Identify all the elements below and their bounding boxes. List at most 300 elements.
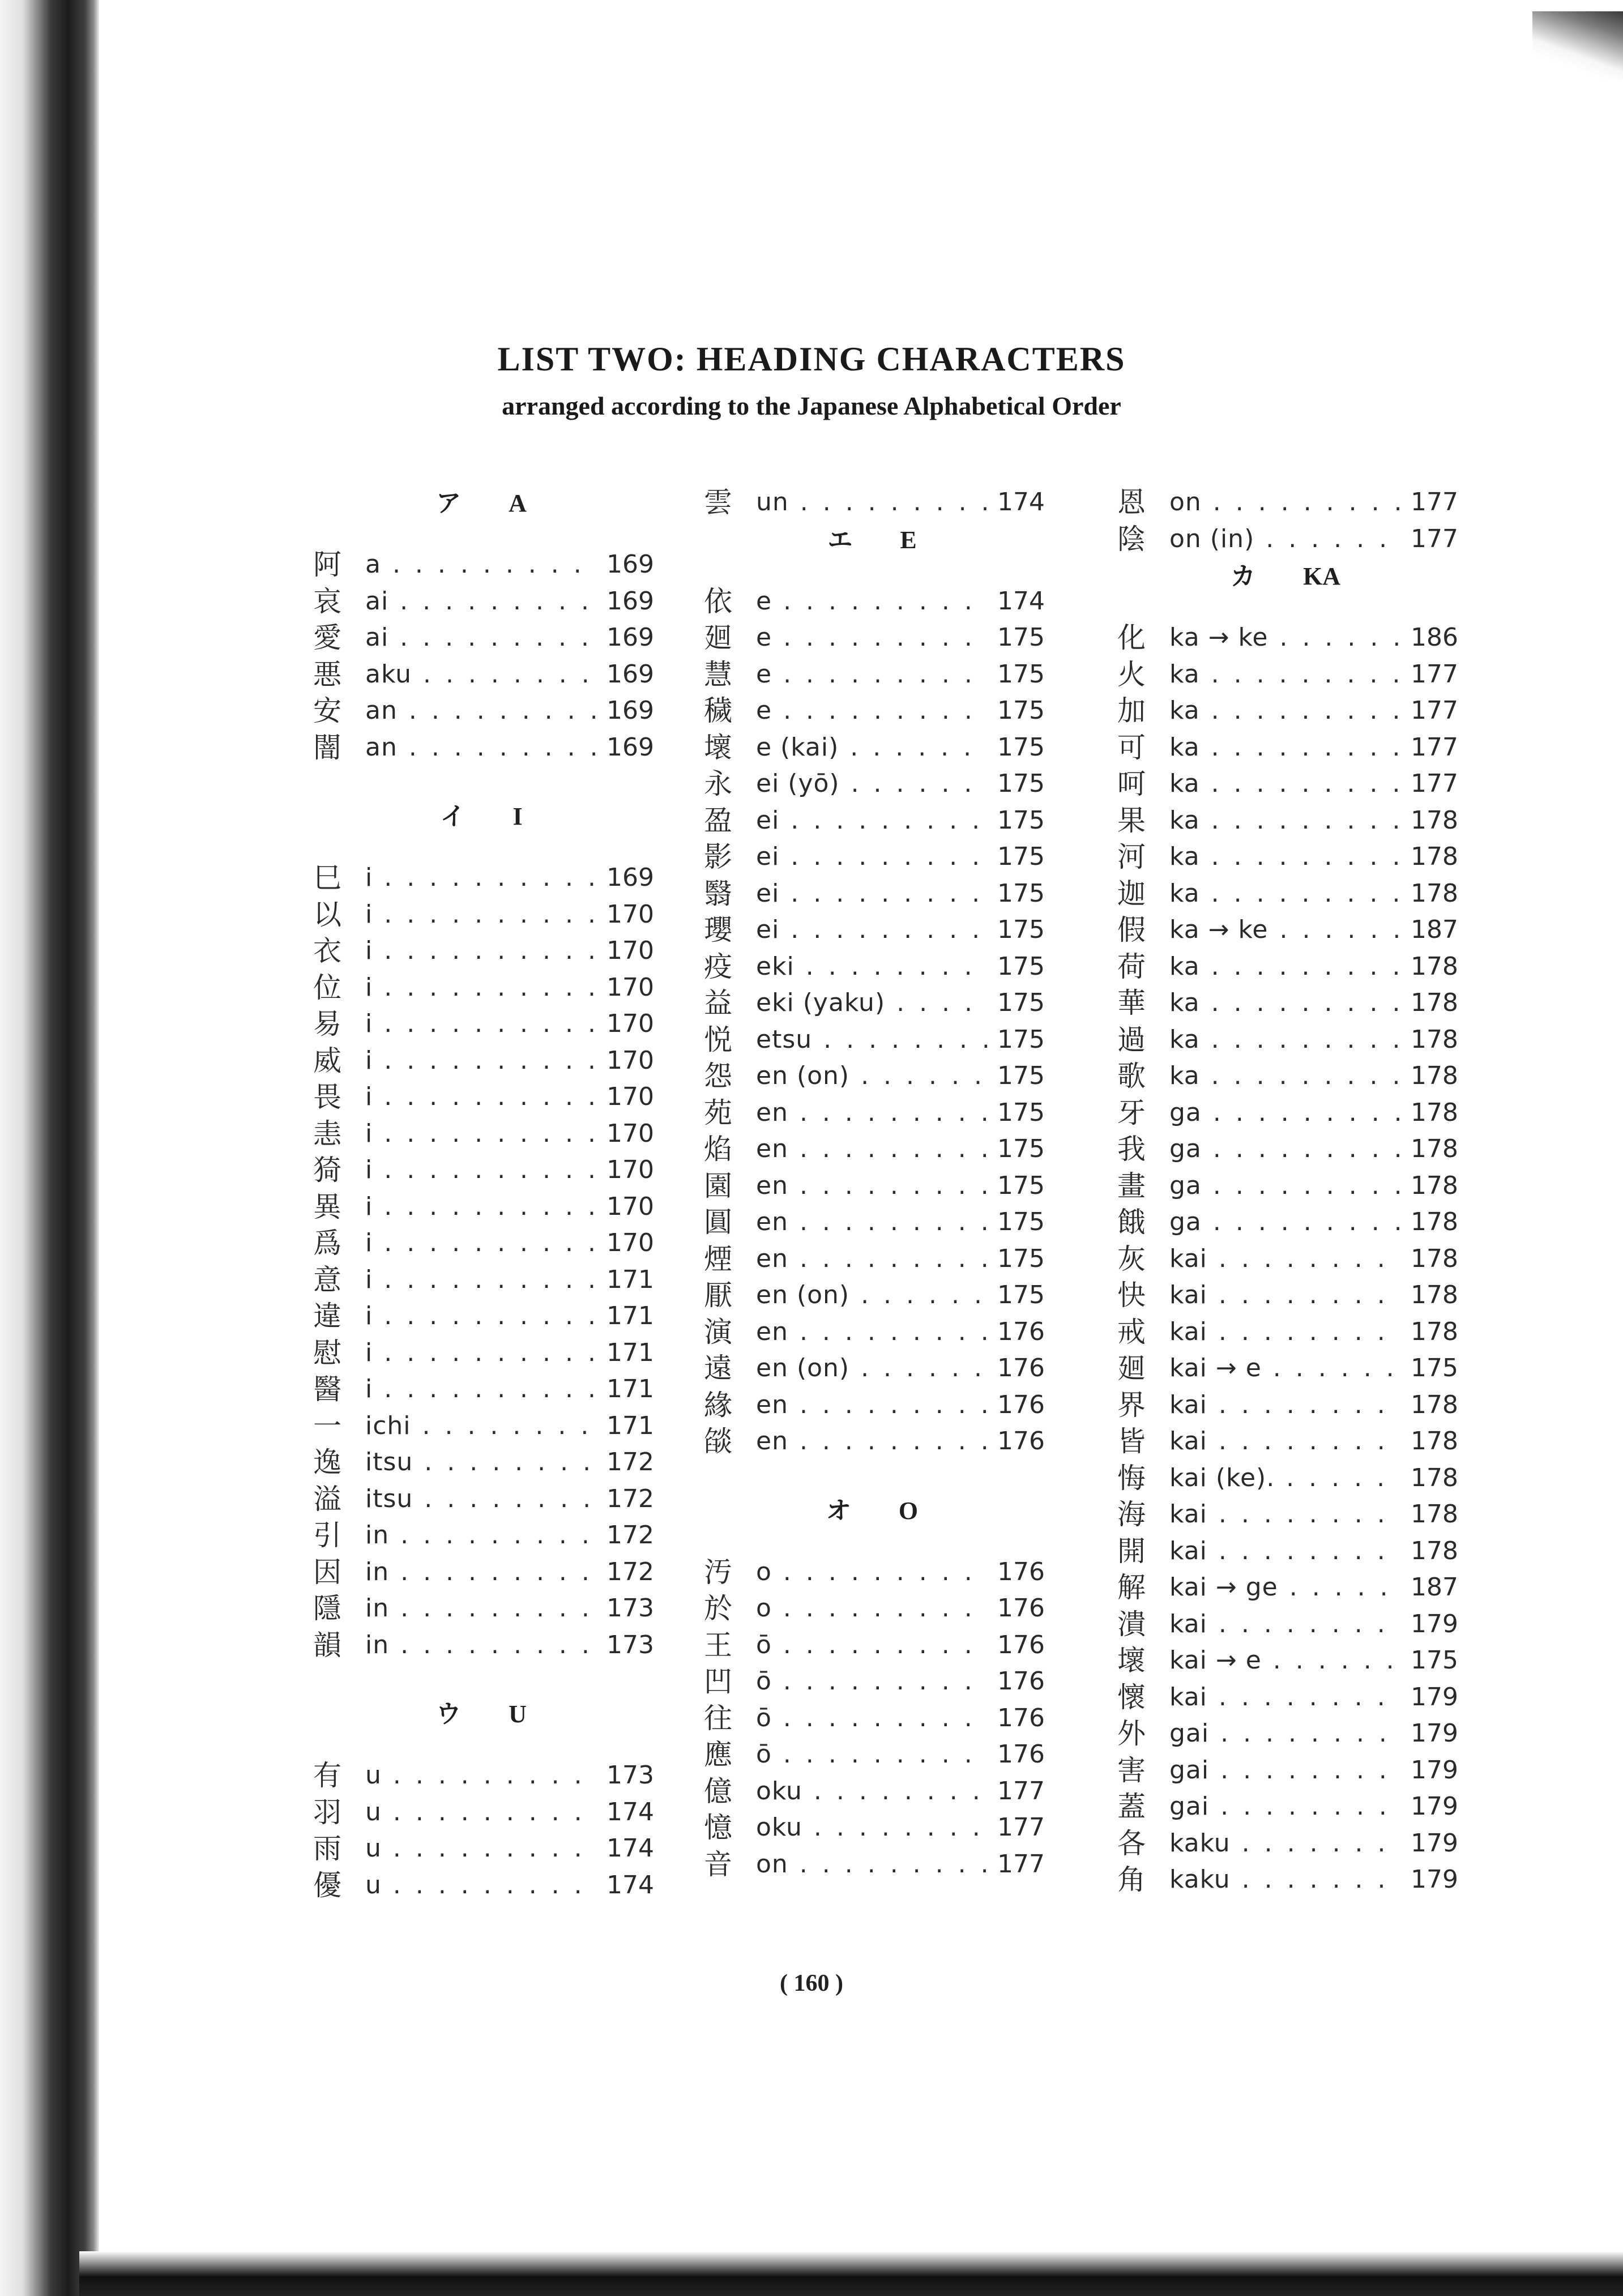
entry-character: 迦 xyxy=(1117,877,1146,910)
entry-character: 過 xyxy=(1117,1023,1146,1056)
index-entry xyxy=(699,620,1118,656)
index-entry xyxy=(1113,1423,1532,1460)
entry-page-number: 169 xyxy=(597,656,654,693)
entry-character: 穢 xyxy=(704,694,732,727)
section-heading xyxy=(309,1698,728,1730)
entry-character: 雲 xyxy=(704,486,732,519)
entry-page-number: 175 xyxy=(988,693,1045,729)
entry-page-number: 179 xyxy=(1402,1789,1458,1825)
entry-page-number: 175 xyxy=(988,1277,1045,1314)
entry-character: 呵 xyxy=(1117,767,1146,800)
entry-character: 於 xyxy=(704,1592,732,1625)
index-entry xyxy=(309,1867,728,1904)
entry-page-number: 176 xyxy=(988,1387,1045,1424)
entry-reading: in . . . xyxy=(365,1554,597,1591)
entry-reading: e (kai) . . . xyxy=(756,729,988,766)
entry-character: 巳 xyxy=(313,861,341,894)
entry-page-number: 176 xyxy=(988,1700,1045,1737)
entry-character: 餓 xyxy=(1117,1206,1146,1239)
index-column-1 xyxy=(309,484,728,1904)
entry-reading: en . . . xyxy=(756,1095,988,1132)
entry-character: 凹 xyxy=(704,1665,732,1698)
entry-reading: ei (yō) . . . xyxy=(756,766,988,803)
entry-page-number: 175 xyxy=(988,620,1045,656)
index-entry xyxy=(1113,1241,1532,1278)
index-entry xyxy=(1113,521,1532,558)
entry-reading: kai . . . xyxy=(1169,1387,1402,1424)
entry-character: 億 xyxy=(704,1774,732,1808)
entry-page-number: 178 xyxy=(1402,1131,1458,1168)
entry-page-number: 177 xyxy=(1402,521,1458,558)
page-bottom-edge xyxy=(79,2251,1623,2296)
entry-reading: i . . . xyxy=(365,933,597,970)
entry-page-number: 174 xyxy=(988,484,1045,521)
entry-reading: en . . . xyxy=(756,1387,988,1424)
index-entry xyxy=(699,1022,1118,1059)
entry-page-number: 170 xyxy=(597,933,654,970)
index-entry xyxy=(309,1444,728,1481)
entry-reading: i . . . xyxy=(365,1006,597,1043)
entry-character: 雨 xyxy=(313,1832,341,1865)
entry-character: 畏 xyxy=(313,1081,341,1113)
entry-character: 加 xyxy=(1117,694,1146,727)
index-entry xyxy=(309,1189,728,1226)
entry-reading: aku . . . xyxy=(365,656,597,693)
entry-reading: a . . . xyxy=(365,547,597,583)
index-entry xyxy=(1113,912,1532,949)
index-entry xyxy=(1113,949,1532,985)
section-roman: KA xyxy=(1303,562,1340,590)
entry-page-number: 170 xyxy=(597,970,654,1006)
entry-character: 我 xyxy=(1117,1133,1146,1166)
index-entry xyxy=(699,876,1118,912)
index-entry xyxy=(699,1810,1118,1846)
entry-character: 位 xyxy=(313,971,341,1004)
entry-page-number: 178 xyxy=(1402,1168,1458,1205)
entry-reading: gai . . . xyxy=(1169,1752,1402,1789)
entry-reading: ka . . . xyxy=(1169,803,1402,839)
entry-reading: i . . . xyxy=(365,1225,597,1262)
index-entry xyxy=(1113,766,1532,803)
entry-reading: in . . . xyxy=(365,1517,597,1554)
entry-reading: i . . . xyxy=(365,970,597,1006)
entry-reading: ō . . . xyxy=(756,1663,988,1700)
entry-reading: u . . . xyxy=(365,1794,597,1831)
entry-page-number: 171 xyxy=(597,1408,654,1445)
index-entry xyxy=(1113,1168,1532,1205)
entry-page-number: 175 xyxy=(988,1168,1045,1205)
entry-page-number: 175 xyxy=(1402,1642,1458,1679)
index-entry xyxy=(309,1517,728,1554)
index-entry xyxy=(1113,1496,1532,1533)
entry-page-number: 179 xyxy=(1402,1715,1458,1752)
entry-character: 爲 xyxy=(313,1227,341,1260)
entry-reading: i . . . xyxy=(365,1043,597,1079)
entry-reading: ga . . . xyxy=(1169,1204,1402,1241)
entry-page-number: 178 xyxy=(1402,1496,1458,1533)
index-entry xyxy=(309,583,728,620)
entry-page-number: 175 xyxy=(988,1058,1045,1095)
entry-reading: en (on) . . . xyxy=(756,1058,988,1095)
index-entry xyxy=(699,583,1118,620)
entry-character: 愛 xyxy=(313,621,341,654)
entry-reading: ka . . . xyxy=(1169,1058,1402,1095)
entry-page-number: 176 xyxy=(988,1663,1045,1700)
entry-reading: i . . . xyxy=(365,897,597,933)
entry-character: 永 xyxy=(704,767,732,800)
entry-character: 焰 xyxy=(704,1133,732,1166)
entry-page-number: 178 xyxy=(1402,1204,1458,1241)
entry-reading: e . . . xyxy=(756,583,988,620)
entry-reading: ei . . . xyxy=(756,912,988,949)
entry-character: 恚 xyxy=(313,1117,341,1150)
section-gap xyxy=(309,1663,728,1695)
entry-page-number: 177 xyxy=(988,1773,1045,1810)
entry-character: 解 xyxy=(1117,1571,1146,1604)
entry-character: 音 xyxy=(704,1847,732,1881)
entry-page-number: 170 xyxy=(597,1043,654,1079)
entry-character: 阿 xyxy=(313,548,341,581)
entry-reading: o . . . xyxy=(756,1554,988,1591)
index-entry xyxy=(309,1043,728,1079)
entry-character: 悔 xyxy=(1117,1461,1146,1495)
entry-reading: ei . . . xyxy=(756,803,988,839)
entry-character: 憶 xyxy=(704,1811,732,1844)
index-entry xyxy=(309,1225,728,1262)
index-entry xyxy=(1113,693,1532,729)
entry-page-number: 178 xyxy=(1402,1241,1458,1278)
index-entry xyxy=(1113,1022,1532,1059)
entry-character: 歌 xyxy=(1117,1060,1146,1092)
entry-page-number: 175 xyxy=(988,912,1045,949)
entry-reading: i . . . xyxy=(365,1335,597,1372)
section-heading xyxy=(699,1495,1118,1527)
entry-character: 往 xyxy=(704,1701,732,1735)
index-entry xyxy=(1113,1460,1532,1497)
entry-page-number: 178 xyxy=(1402,1423,1458,1460)
entry-character: 華 xyxy=(1117,987,1146,1019)
entry-page-number: 174 xyxy=(988,583,1045,620)
index-entry xyxy=(1113,1789,1532,1825)
entry-page-number: 176 xyxy=(988,1423,1045,1460)
index-entry xyxy=(309,1006,728,1043)
entry-reading: ka . . . xyxy=(1169,766,1402,803)
index-entry xyxy=(699,656,1118,693)
index-entry xyxy=(309,860,728,897)
entry-page-number: 176 xyxy=(988,1627,1045,1664)
entry-character: 演 xyxy=(704,1315,732,1348)
section-gap xyxy=(699,1460,1118,1492)
entry-page-number: 170 xyxy=(597,1225,654,1262)
entry-page-number: 175 xyxy=(988,949,1045,985)
index-entry xyxy=(309,693,728,729)
index-entry xyxy=(699,729,1118,766)
entry-reading: etsu . . . xyxy=(756,1022,988,1059)
entry-character: 外 xyxy=(1117,1717,1146,1750)
entry-page-number: 177 xyxy=(1402,766,1458,803)
index-entry xyxy=(699,912,1118,949)
entry-page-number: 175 xyxy=(988,656,1045,693)
entry-page-number: 170 xyxy=(597,1189,654,1226)
entry-page-number: 176 xyxy=(988,1350,1045,1387)
entry-character: 可 xyxy=(1117,731,1146,764)
entry-character: 影 xyxy=(704,840,732,873)
entry-reading: an . . . xyxy=(365,729,597,766)
index-entry xyxy=(699,1700,1118,1737)
index-entry xyxy=(699,803,1118,839)
section-kana: カ xyxy=(1231,562,1255,590)
entry-character: 違 xyxy=(313,1300,341,1333)
index-entry xyxy=(1113,1204,1532,1241)
entry-reading: kai . . . xyxy=(1169,1277,1402,1314)
entry-reading: ga . . . xyxy=(1169,1168,1402,1205)
entry-page-number: 173 xyxy=(597,1757,654,1794)
entry-page-number: 175 xyxy=(988,1022,1045,1059)
index-entry xyxy=(309,1554,728,1591)
entry-reading: on (in) . . . xyxy=(1169,521,1402,558)
index-entry xyxy=(699,1058,1118,1095)
index-entry xyxy=(1113,1679,1532,1716)
entry-character: 悪 xyxy=(313,658,341,691)
entry-reading: ka . . . xyxy=(1169,985,1402,1022)
index-entry xyxy=(699,693,1118,729)
entry-reading: kaku . . . xyxy=(1169,1862,1402,1898)
entry-page-number: 177 xyxy=(988,1810,1045,1846)
index-entry xyxy=(1113,1715,1532,1752)
entry-reading: kai . . . xyxy=(1169,1533,1402,1570)
entry-character: 假 xyxy=(1117,914,1146,946)
entry-reading: i . . . xyxy=(365,1189,597,1226)
entry-page-number: 179 xyxy=(1402,1752,1458,1789)
entry-page-number: 175 xyxy=(988,1131,1045,1168)
entry-character: 化 xyxy=(1117,621,1146,654)
entry-page-number: 174 xyxy=(597,1794,654,1831)
entry-reading: kai → e . . . xyxy=(1169,1642,1402,1679)
index-entry xyxy=(699,1627,1118,1664)
index-entry xyxy=(309,1830,728,1867)
entry-reading: ka . . . xyxy=(1169,729,1402,766)
index-entry xyxy=(1113,876,1532,912)
entry-character: 王 xyxy=(704,1628,732,1662)
entry-character: 醫 xyxy=(313,1373,341,1406)
section-heading xyxy=(699,524,1118,556)
entry-page-number: 177 xyxy=(1402,656,1458,693)
index-entry xyxy=(309,1298,728,1335)
entry-character: 異 xyxy=(313,1190,341,1223)
entry-character: 逸 xyxy=(313,1446,341,1479)
index-entry xyxy=(1113,620,1532,656)
entry-reading: on . . . xyxy=(1169,484,1402,521)
section-roman: O xyxy=(898,1496,919,1525)
entry-reading: in . . . xyxy=(365,1590,597,1627)
entry-reading: gai . . . xyxy=(1169,1715,1402,1752)
entry-reading: ichi . . . xyxy=(365,1408,597,1445)
index-entry xyxy=(1113,1095,1532,1132)
entry-page-number: 176 xyxy=(988,1590,1045,1627)
index-entry xyxy=(1113,1825,1532,1862)
entry-character: 煙 xyxy=(704,1242,732,1275)
entry-character: 闇 xyxy=(313,731,341,764)
entry-page-number: 169 xyxy=(597,547,654,583)
entry-reading: ka → ke . . . xyxy=(1169,620,1402,656)
entry-character: 快 xyxy=(1117,1279,1146,1312)
entry-reading: i . . . xyxy=(365,1371,597,1408)
index-entry xyxy=(699,1423,1118,1460)
entry-page-number: 176 xyxy=(988,1554,1045,1591)
entry-reading: kai . . . xyxy=(1169,1241,1402,1278)
section-kana: ア xyxy=(436,489,462,517)
index-entry xyxy=(699,985,1118,1022)
entry-page-number: 175 xyxy=(988,985,1045,1022)
section-roman: U xyxy=(509,1700,527,1728)
entry-reading: kai . . . xyxy=(1169,1423,1402,1460)
index-entry xyxy=(699,1387,1118,1424)
entry-reading: e . . . xyxy=(756,656,988,693)
index-entry xyxy=(699,1204,1118,1241)
entry-reading: i . . . xyxy=(365,1152,597,1189)
index-entry xyxy=(699,766,1118,803)
entry-page-number: 179 xyxy=(1402,1606,1458,1643)
index-entry xyxy=(1113,1642,1532,1679)
entry-reading: ga . . . xyxy=(1169,1131,1402,1168)
entry-character: 溢 xyxy=(313,1482,341,1516)
index-entry xyxy=(699,1350,1118,1387)
entry-reading: ka . . . xyxy=(1169,656,1402,693)
entry-page-number: 176 xyxy=(988,1314,1045,1351)
page-subtitle: arranged according to the Japanese Alphabetical Order xyxy=(502,391,1121,420)
entry-reading: oku . . . xyxy=(756,1810,988,1846)
entry-character: 火 xyxy=(1117,658,1146,691)
entry-character: 牙 xyxy=(1117,1096,1146,1129)
entry-reading: i . . . xyxy=(365,1116,597,1153)
entry-page-number: 178 xyxy=(1402,876,1458,912)
entry-character: 韻 xyxy=(313,1628,341,1662)
entry-reading: kai → ge . . . xyxy=(1169,1569,1402,1606)
index-entry xyxy=(699,1131,1118,1168)
entry-reading: kai . . . xyxy=(1169,1679,1402,1716)
index-entry xyxy=(309,1481,728,1518)
page-corner-shadow xyxy=(1532,11,1623,79)
section-kana: ウ xyxy=(436,1700,462,1728)
entry-character: 害 xyxy=(1117,1753,1146,1787)
entry-reading: ka . . . xyxy=(1169,949,1402,985)
entry-character: 引 xyxy=(313,1519,341,1552)
index-entry xyxy=(1113,1533,1532,1570)
entry-character: 羽 xyxy=(313,1795,341,1829)
entry-page-number: 178 xyxy=(1402,1058,1458,1095)
index-entry xyxy=(1113,1314,1532,1351)
entry-character: 易 xyxy=(313,1008,341,1040)
entry-page-number: 175 xyxy=(988,1095,1045,1132)
page-number: ( 160 ) xyxy=(780,1970,843,1996)
entry-reading: in . . . xyxy=(365,1627,597,1664)
entry-reading: en (on) . . . xyxy=(756,1350,988,1387)
entry-character: 哀 xyxy=(313,584,341,618)
entry-character: 開 xyxy=(1117,1534,1146,1568)
section-heading xyxy=(309,801,728,833)
entry-character: 猗 xyxy=(313,1154,341,1187)
index-entry xyxy=(1113,1058,1532,1095)
entry-character: 遠 xyxy=(704,1352,732,1385)
entry-page-number: 187 xyxy=(1402,912,1458,949)
entry-character: 各 xyxy=(1117,1826,1146,1860)
index-entry xyxy=(1113,729,1532,766)
section-kana: エ xyxy=(827,526,853,554)
index-entry xyxy=(699,1590,1118,1627)
entry-character: 潰 xyxy=(1117,1607,1146,1641)
entry-page-number: 175 xyxy=(988,876,1045,912)
entry-character: 苑 xyxy=(704,1096,732,1129)
entry-character: 角 xyxy=(1117,1863,1146,1896)
index-entry xyxy=(309,729,728,766)
entry-page-number: 186 xyxy=(1402,620,1458,656)
index-entry xyxy=(309,1627,728,1664)
entry-character: 悦 xyxy=(704,1023,732,1056)
entry-character: 戒 xyxy=(1117,1315,1146,1348)
entry-character: 蓋 xyxy=(1117,1790,1146,1823)
index-entry xyxy=(309,1408,728,1445)
entry-reading: u . . . xyxy=(365,1867,597,1904)
entry-page-number: 179 xyxy=(1402,1825,1458,1862)
entry-reading: ka . . . xyxy=(1169,693,1402,729)
entry-character: 盈 xyxy=(704,804,732,837)
entry-reading: kai (ke). . . . xyxy=(1169,1460,1402,1497)
entry-page-number: 177 xyxy=(988,1846,1045,1883)
entry-page-number: 178 xyxy=(1402,1460,1458,1497)
entry-character: 灰 xyxy=(1117,1242,1146,1275)
entry-character: 壞 xyxy=(1117,1644,1146,1677)
entry-reading: en . . . xyxy=(756,1314,988,1351)
entry-character: 海 xyxy=(1117,1498,1146,1531)
entry-reading: i . . . xyxy=(365,1262,597,1299)
entry-reading: e . . . xyxy=(756,620,988,656)
entry-page-number: 176 xyxy=(988,1736,1045,1773)
entry-page-number: 172 xyxy=(597,1444,654,1481)
entry-reading: ei . . . xyxy=(756,876,988,912)
entry-reading: en . . . xyxy=(756,1131,988,1168)
entry-page-number: 187 xyxy=(1402,1569,1458,1606)
entry-reading: un . . . xyxy=(756,484,988,521)
entry-character: 瓔 xyxy=(704,914,732,946)
entry-page-number: 177 xyxy=(1402,729,1458,766)
entry-character: 廻 xyxy=(1117,1352,1146,1385)
entry-page-number: 174 xyxy=(597,1830,654,1867)
entry-reading: kai → e . . . xyxy=(1169,1350,1402,1387)
entry-page-number: 175 xyxy=(988,766,1045,803)
entry-page-number: 178 xyxy=(1402,985,1458,1022)
entry-page-number: 174 xyxy=(597,1867,654,1904)
index-entry xyxy=(699,1095,1118,1132)
entry-page-number: 175 xyxy=(1402,1350,1458,1387)
index-entry xyxy=(699,1663,1118,1700)
entry-page-number: 175 xyxy=(988,839,1045,876)
entry-page-number: 178 xyxy=(1402,1277,1458,1314)
index-entry xyxy=(309,1371,728,1408)
entry-page-number: 171 xyxy=(597,1298,654,1335)
entry-character: 汚 xyxy=(704,1555,732,1589)
entry-page-number: 170 xyxy=(597,1116,654,1153)
index-entry xyxy=(1113,484,1532,521)
entry-page-number: 178 xyxy=(1402,839,1458,876)
index-entry xyxy=(1113,656,1532,693)
index-entry xyxy=(699,1277,1118,1314)
index-entry xyxy=(309,1335,728,1372)
entry-character: 畫 xyxy=(1117,1169,1146,1202)
index-entry xyxy=(699,949,1118,985)
entry-reading: e . . . xyxy=(756,693,988,729)
index-entry xyxy=(1113,1569,1532,1606)
index-entry xyxy=(1113,803,1532,839)
